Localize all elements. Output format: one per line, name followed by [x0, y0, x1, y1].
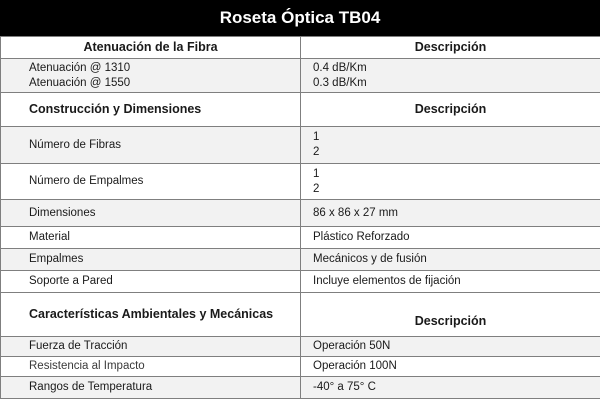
section-header-environmental [1, 293, 600, 337]
row-label-line: Atenuación @ 1310 [29, 61, 131, 74]
table-row [1, 59, 600, 93]
row-value: 86 x 86 x 27 mm [301, 200, 600, 227]
row-label: Rangos de Temperatura [1, 377, 301, 399]
table-row [1, 337, 600, 357]
row-value-line: 1 [313, 131, 320, 143]
row-label-line: Atenuación @ 1550 [29, 76, 131, 89]
table-row [1, 271, 600, 293]
row-value [301, 164, 600, 200]
section-header-left: Características Ambientales y Mecánicas [1, 293, 301, 337]
row-value [301, 59, 600, 93]
row-label: Número de Fibras [1, 127, 301, 164]
row-label: Número de Empalmes [1, 164, 301, 200]
row-value-line: 2 [313, 146, 320, 158]
row-label: Resistencia al Impacto [1, 357, 301, 377]
table-row [1, 127, 600, 164]
row-label: Soporte a Pared [1, 271, 301, 293]
page-title: Roseta Óptica TB04 [0, 0, 600, 36]
table-row [1, 377, 600, 399]
row-value: Operación 50N [301, 337, 600, 357]
spec-table [0, 36, 600, 399]
section-header-right: Descripción [301, 293, 600, 337]
row-label: Dimensiones [1, 200, 301, 227]
row-value-line: 0.4 dB/Km [313, 61, 367, 74]
section-header-right: Descripción [301, 93, 600, 127]
table-row [1, 200, 600, 227]
row-value: Operación 100N [301, 357, 600, 377]
row-value: Mecánicos y de fusión [301, 249, 600, 271]
row-value-line: 0.3 dB/Km [313, 76, 367, 89]
row-value-line: 2 [313, 182, 320, 195]
row-label: Fuerza de Tracción [1, 337, 301, 357]
table-row [1, 357, 600, 377]
table-row [1, 249, 600, 271]
section-header-construction [1, 93, 600, 127]
row-value: -40° a 75° C [301, 377, 600, 399]
section-header-left: Construcción y Dimensiones [1, 93, 301, 127]
section-header-attenuation [1, 37, 600, 59]
row-label [1, 59, 301, 93]
row-label: Material [1, 227, 301, 249]
row-label: Empalmes [1, 249, 301, 271]
section-header-left: Atenuación de la Fibra [1, 37, 301, 59]
row-value: Plástico Reforzado [301, 227, 600, 249]
row-value-line: 1 [313, 167, 320, 180]
table-row [1, 227, 600, 249]
row-value: Incluye elementos de fijación [301, 271, 600, 293]
row-value [301, 127, 600, 164]
table-row [1, 164, 600, 200]
section-header-right: Descripción [301, 37, 600, 59]
